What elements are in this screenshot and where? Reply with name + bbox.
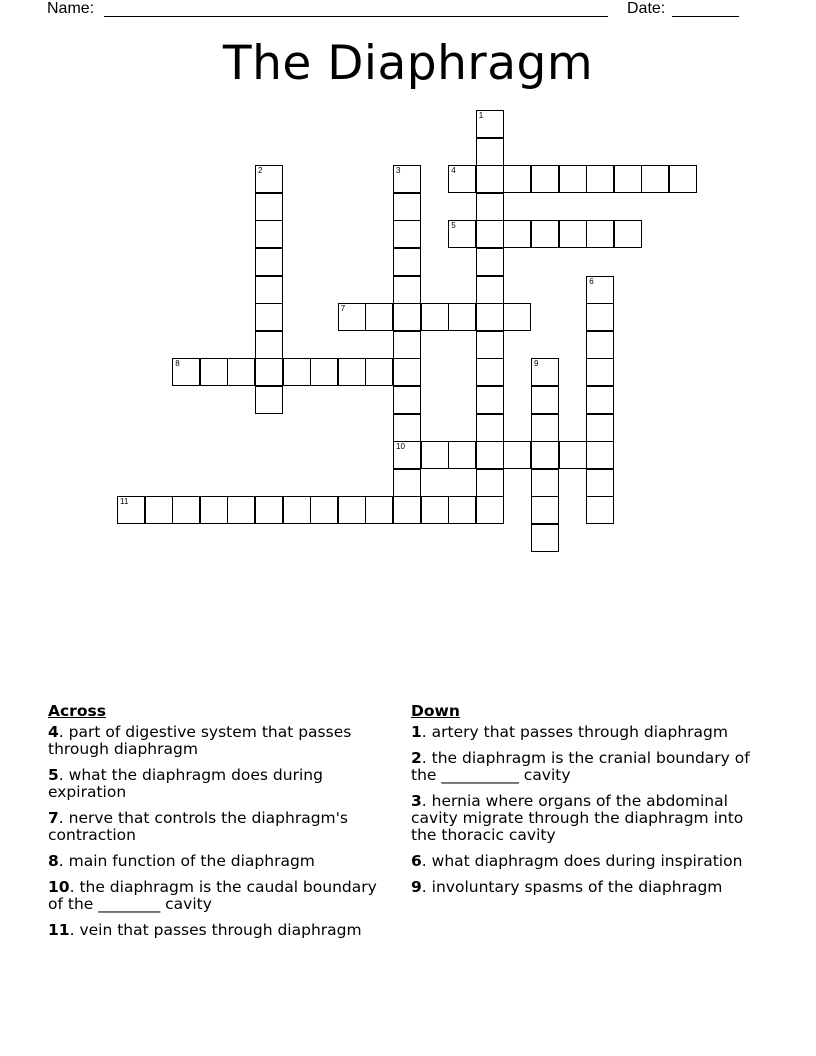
grid-cell[interactable] [476,276,504,304]
across-clues [48,703,388,948]
grid-cell[interactable] [200,358,228,386]
clue-number: 7 [48,809,59,827]
cell-number: 4 [451,166,456,176]
grid-cell[interactable] [365,358,393,386]
cell-number: 6 [589,276,594,286]
name-field-line[interactable] [104,16,608,17]
clue-number: 6 [411,852,422,870]
clue-separator: . [69,878,80,896]
grid-cell[interactable] [531,496,559,524]
grid-cell[interactable] [338,303,366,331]
grid-cell[interactable] [586,441,614,469]
clue-text: nerve that controls the diaphragm's contraction [48,809,348,844]
grid-cell[interactable] [503,165,531,193]
cell-number: 2 [258,166,263,176]
clue-separator: . [58,809,69,827]
grid-cell[interactable] [393,441,421,469]
cell-number: 1 [478,111,484,120]
grid-cell[interactable] [255,248,283,276]
grid-cell[interactable] [145,496,173,524]
across-heading: Across [48,702,106,720]
clue-text: what diaphragm does during inspiration [431,852,743,870]
grid-cell[interactable] [393,248,421,276]
grid-cell[interactable] [255,276,283,304]
grid-cell[interactable] [586,331,614,359]
grid-cell[interactable] [448,165,476,193]
grid-cell[interactable] [586,303,614,331]
clue-number: 4 [48,723,59,741]
grid-cell[interactable] [393,469,421,497]
grid-cell[interactable] [586,220,614,248]
grid-cell[interactable] [365,303,393,331]
name-label: Name: [47,0,95,17]
clue-separator: . [69,921,80,939]
grid-cell[interactable] [393,414,421,442]
grid-cell[interactable] [531,524,559,552]
grid-cell[interactable] [559,220,587,248]
down-heading: Down [411,702,460,720]
clue-number: 11 [48,921,70,939]
grid-cell[interactable] [393,386,421,414]
grid-cell[interactable] [559,441,587,469]
grid-cell[interactable] [200,496,228,524]
grid-cell[interactable] [255,358,283,386]
grid-cell[interactable] [283,358,311,386]
clue-separator: . [421,878,432,896]
grid-cell[interactable] [586,414,614,442]
clue-number: 10 [48,878,70,896]
clue-number: 5 [48,766,59,784]
clue-separator: . [58,766,69,784]
grid-cell[interactable] [476,193,504,221]
down-clue [411,879,751,896]
grid-cell[interactable] [586,276,614,304]
grid-cell[interactable] [531,358,559,386]
grid-cell[interactable] [338,496,366,524]
clue-text: vein that passes through diaphragm [79,921,362,939]
grid-cell[interactable] [421,496,449,524]
grid-cell[interactable] [255,193,283,221]
cell-number: 9 [534,359,539,369]
clue-text: main function of the diaphragm [68,852,315,870]
clue-text: what the diaphragm does during expiration [48,766,323,801]
grid-cell[interactable] [338,358,366,386]
grid-cell[interactable] [559,165,587,193]
grid-cell[interactable] [476,138,504,166]
grid-cell[interactable] [476,165,504,193]
grid-cell[interactable] [310,496,338,524]
grid-cell[interactable] [448,496,476,524]
down-clue [411,793,751,844]
clue-text: involuntary spasms of the diaphragm [431,878,723,896]
grid-cell[interactable] [641,165,669,193]
grid-cell[interactable] [476,469,504,497]
grid-cell[interactable] [586,469,614,497]
cell-number: 3 [396,166,401,176]
worksheet-header [0,0,816,22]
clue-separator: . [58,723,69,741]
grid-cell[interactable] [531,165,559,193]
cell-number: 5 [451,221,456,231]
grid-cell[interactable] [255,331,283,359]
grid-cell[interactable] [476,303,504,331]
grid-cell[interactable] [365,496,393,524]
grid-cell[interactable] [503,220,531,248]
clue-separator: . [58,852,69,870]
grid-cell[interactable] [393,496,421,524]
grid-cell[interactable] [476,386,504,414]
grid-cell[interactable] [586,386,614,414]
grid-cell[interactable] [172,358,200,386]
date-label: Date: [627,0,666,17]
grid-cell[interactable] [448,441,476,469]
clue-text: the diaphragm is the cranial boundary of the __________ cavity [411,749,750,784]
clue-separator: . [421,749,432,767]
cell-number: 11 [120,497,129,507]
grid-cell[interactable] [476,496,504,524]
date-field-line[interactable] [672,16,739,17]
down-clue [411,853,751,870]
grid-cell[interactable] [476,358,504,386]
clue-text: the diaphragm is the caudal boundary of the ________ cavity [48,878,377,913]
grid-cell[interactable] [172,496,200,524]
grid-cell[interactable] [476,441,504,469]
clue-number: 3 [411,792,422,810]
grid-cell[interactable] [476,414,504,442]
down-clue [411,724,751,741]
grid-cell[interactable] [586,358,614,386]
grid-cell[interactable] [503,441,531,469]
clue-text: artery that passes through diaphragm [431,723,728,741]
clue-number: 9 [411,878,422,896]
grid-cell[interactable] [393,193,421,221]
cell-number: 7 [340,304,346,314]
clue-number: 2 [411,749,422,767]
grid-cell[interactable] [669,165,697,193]
down-clues [411,703,751,905]
grid-cell[interactable] [255,496,283,524]
grid-cell[interactable] [531,414,559,442]
grid-cell[interactable] [393,358,421,386]
grid-cell[interactable] [393,276,421,304]
grid-cell[interactable] [393,165,421,193]
grid-cell[interactable] [476,248,504,276]
grid-cell[interactable] [531,220,559,248]
grid-cell[interactable] [283,496,311,524]
clue-text: hernia where organs of the abdominal cavity migrate through the diaphragm into the thoracic cavity [411,792,744,844]
clue-separator: . [421,852,432,870]
grid-cell[interactable] [310,358,338,386]
grid-cell[interactable] [586,496,614,524]
grid-cell[interactable] [531,386,559,414]
grid-cell[interactable] [421,441,449,469]
clue-separator: . [421,723,432,741]
grid-cell[interactable] [393,303,421,331]
cell-number: 10 [396,442,405,452]
grid-cell[interactable] [255,303,283,331]
grid-cell[interactable] [503,303,531,331]
grid-cell[interactable] [227,358,255,386]
clue-separator: . [421,792,432,810]
grid-cell[interactable] [614,220,642,248]
clue-number: 8 [48,852,59,870]
grid-cell[interactable] [393,331,421,359]
page-title: The Diaphragm [222,36,594,91]
grid-cell[interactable] [531,469,559,497]
clue-number: 1 [411,723,422,741]
across-clue [48,724,388,758]
across-clue [48,922,388,939]
grid-cell[interactable] [531,441,559,469]
across-clue [48,767,388,801]
grid-cell[interactable] [476,331,504,359]
grid-cell[interactable] [476,110,504,138]
grid-cell[interactable] [614,165,642,193]
grid-cell[interactable] [476,220,504,248]
grid-cell[interactable] [448,220,476,248]
clue-text: part of digestive system that passes through diaphragm [48,723,352,758]
grid-cell[interactable] [393,220,421,248]
grid-cell[interactable] [227,496,255,524]
grid-cell[interactable] [255,165,283,193]
cell-number: 8 [175,359,180,369]
across-clue [48,810,388,844]
grid-cell[interactable] [255,386,283,414]
grid-cell[interactable] [421,303,449,331]
grid-cell[interactable] [117,496,145,524]
grid-cell[interactable] [448,303,476,331]
across-clue [48,853,388,870]
grid-cell[interactable] [255,220,283,248]
grid-cell[interactable] [586,165,614,193]
across-clue [48,879,388,913]
down-clue [411,750,751,784]
